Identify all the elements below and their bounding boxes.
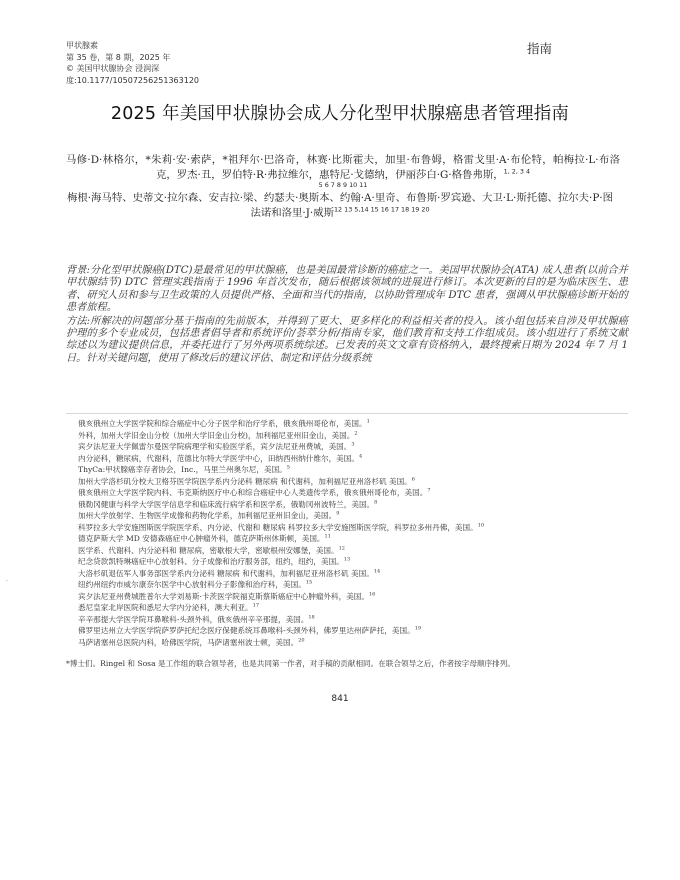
affiliations-list bbox=[78, 418, 628, 648]
author-affil-numbers-1: 1, 2, 3 4 bbox=[503, 167, 531, 176]
affiliation-number: 20 bbox=[298, 636, 305, 643]
affiliation-number: 10 bbox=[477, 521, 485, 528]
affiliation-text: 俄亥俄州立大学医学院内科、韦克斯纳医疗中心和综合癌症中心人类遗传学系，俄亥俄州哥伦布，美国。 bbox=[78, 488, 428, 497]
affiliation-text: 俄勒冈健康与科学大学医学信息学和临床流行病学系和医学系，俄勒冈州波特兰，美国。 bbox=[78, 499, 375, 509]
affiliation-item bbox=[78, 487, 628, 499]
affiliation-text: 马萨诸塞州总医院内科，哈佛医学院，马萨诸塞州波士顿，美国。 bbox=[78, 637, 299, 647]
affiliation-number: 8 bbox=[374, 498, 378, 505]
journal-volume: 第 35 卷，第 8 期，2025 年 bbox=[66, 52, 171, 62]
margin-mark: · bbox=[6, 578, 8, 585]
affiliation-item bbox=[78, 441, 628, 453]
affiliation-item bbox=[78, 637, 628, 649]
affiliation-text: 大洛杉矶退伍军人事务部医学系内分泌科 糖尿病 和代谢科，加利福尼亚州洛杉矶 美国。 bbox=[78, 568, 374, 578]
affiliation-number: 5 bbox=[286, 464, 290, 471]
section-tag: 指南 bbox=[526, 41, 552, 56]
affiliation-item bbox=[78, 522, 628, 534]
affiliation-item bbox=[78, 545, 628, 557]
affiliation-item bbox=[78, 533, 628, 545]
affiliation-item bbox=[78, 556, 628, 568]
affiliation-item bbox=[78, 602, 628, 614]
affiliation-text: 医学系、代谢科、内分泌科和 糖尿病，密歇根大学，密歇根州安娜堡，美国。 bbox=[78, 545, 339, 555]
affiliation-item bbox=[78, 418, 628, 430]
article-title: 2025 年美国甲状腺协会成人分化型甲状腺癌患者管理指南 bbox=[110, 104, 570, 124]
affiliation-number: 7 bbox=[427, 487, 431, 494]
affiliation-item bbox=[78, 510, 628, 522]
affiliation-item bbox=[78, 453, 628, 465]
abstract bbox=[66, 265, 628, 366]
affiliation-item bbox=[78, 476, 628, 488]
affiliation-number: 4 bbox=[358, 452, 363, 459]
affiliation-text: 科罗拉多大学安施图斯医学院医学系、内分泌、代谢和 糖尿病 科罗拉多大学安施图斯医学院，科罗拉多州丹佛，美国。 bbox=[78, 522, 478, 532]
affiliation-number: 17 bbox=[252, 602, 260, 609]
affiliation-number: 9 bbox=[336, 510, 340, 517]
journal-name: 甲状腺素 bbox=[66, 41, 98, 50]
affiliation-number: 13 bbox=[343, 556, 351, 563]
author-names-2: 梅根·海马特、史蒂文·拉尔森、安吉拉·梁、约瑟夫·奥斯本、约翰·A·里奇、布鲁斯·罗宾逊、大卫·L·斯托德、拉尔夫·P·图法诺和洛里·J·威斯 bbox=[66, 192, 614, 219]
affiliation-text: 俄亥俄州立大学医学院和综合癌症中心分子医学和治疗学系，俄亥俄州哥伦布，美国。 bbox=[78, 419, 367, 428]
abstract-background: 背景:分化型甲状腺癌(DTC)是最常见的甲状腺癌，也是美国最常诊断的癌症之一。美国甲状腺协会(ATA) 成人患者(以前合并甲状腺结节) DTC 管理实践指南于 1996 年首次发布，随后根据该领域的进展进行修订。本次更新的目的是为临床医生、患者、研究人员和参与卫生政策的人员提供严格、全面和当代的指南，以协助管理成年 DTC 患者，强调从甲状腺癌诊断开始的患者旅程。 bbox=[66, 265, 628, 314]
author-list-primary bbox=[66, 153, 620, 194]
abstract-methods: 方法:所解决的问题部分基于指南的先前版本，并得到了更大、更多样化的利益相关者的投入。该小组包括来自涉及甲状腺癌护理的多个专业成员，包括患者倡导者和系统评价/荟萃分析/指南专家，他们教育和支持工作组成员。该小组进行了系统文献综述以为建议提供信息，并委托进行了另外两项系统综述。已发表的英文文章有资格纳入，最终搜索日期为 2024 年 7 月 1 日。针对关键问题，使用了修改后的建议评估、制定和评估分级系统 bbox=[66, 315, 628, 364]
affiliation-text: 德克萨斯大学 MD 安德森癌症中心肿瘤外科，德克萨斯州休斯顿，美国。 bbox=[78, 534, 325, 543]
affiliation-number: 1 bbox=[366, 418, 370, 425]
copyright-line: © 美国甲状腺协会 浸润深 bbox=[66, 64, 160, 73]
author-affil-numbers-2: 5 6 7 8 9 10 11 bbox=[318, 181, 368, 189]
affiliation-text: 宾夕法尼亚大学佩雷尔曼医学院病理学和实验医学系，宾夕法尼亚州费城，美国。 bbox=[78, 442, 352, 451]
affiliation-number: 18 bbox=[308, 613, 315, 620]
affiliation-number: 19 bbox=[414, 625, 422, 632]
affiliation-number: 6 bbox=[411, 475, 415, 482]
affiliation-item bbox=[78, 499, 628, 511]
affiliation-text: 纽约州纽约市威尔康奈尔医学中心放射科分子影像和治疗科，美国。 bbox=[78, 580, 306, 589]
author-names-1: 马修·D·林格尔，*朱莉·安·索萨，*祖拜尔·巴洛奇，林赛·比斯霍夫，加里·布鲁姆，格雷戈里·A·布伦特，帕梅拉·L·布洛克，罗杰·丑，罗伯特·R·弗拉维尔，惠特尼·戈德纳，伊丽莎白·G·格鲁弗斯， bbox=[66, 154, 620, 181]
journal-meta bbox=[66, 40, 199, 86]
page-number: 841 bbox=[331, 694, 349, 704]
affiliation-number: 12 bbox=[338, 544, 345, 551]
affiliation-text: 外科，加州大学旧金山分校（加州大学旧金山分校)，加利福尼亚州旧金山，美国。 bbox=[78, 430, 355, 440]
affiliation-item bbox=[78, 430, 628, 442]
section-divider bbox=[66, 413, 628, 414]
doi-line: 度:10.1177/10507256251363120 bbox=[66, 75, 199, 85]
affiliation-number: 3 bbox=[351, 441, 355, 448]
affiliation-text: 加州大学放射学、生物医学成像和药物化学系，加利福尼亚州旧金山，美国。 bbox=[78, 511, 337, 520]
author-note: *博士们。Ringel 和 Sosa 是工作组的联合领导者，也是共同第一作者，对手稿的贡献相同。在联合领导之后，作者按字母顺序排列。 bbox=[66, 659, 515, 668]
author-list-secondary bbox=[66, 191, 614, 221]
affiliation-number: 2 bbox=[354, 429, 358, 436]
affiliation-text: 内分泌科，糖尿病，代谢科，范德比尔特大学医学中心，田纳西州纳什维尔，美国。 bbox=[78, 453, 359, 463]
affiliation-text: 纪念贷款凯特琳癌症中心放射科、分子成像和治疗服务部，纽约，纽约，美国。 bbox=[78, 557, 344, 566]
affiliation-item bbox=[78, 464, 628, 476]
affiliation-text: ThyCa:甲状腺癌幸存者协会，Inc.，马里兰州奥尔尼，美国。 bbox=[78, 465, 287, 474]
affiliation-item bbox=[78, 568, 628, 580]
affiliation-text: 宾夕法尼亚州费城胜普尔大学刘易斯·卡茨医学院福克斯蔡斯癌症中心肿瘤外科，美国。 bbox=[78, 591, 369, 601]
affiliation-text: 加州大学洛杉矶分校大卫格芬医学院医学系内分泌科 糖尿病 和代谢科，加利福尼亚州洛杉矶 美国。 bbox=[78, 476, 412, 486]
affiliation-number: 16 bbox=[368, 590, 376, 597]
affiliation-number: 11 bbox=[324, 533, 331, 540]
affiliation-item bbox=[78, 625, 628, 637]
affiliation-number: 15 bbox=[305, 579, 313, 586]
author-affil-numbers-3: 12 13 5,14 15 16 17 18 19 20 bbox=[333, 205, 430, 214]
affiliation-text: 悉尼皇家北岸医院和悉尼大学内分泌科，澳大利亚。 bbox=[78, 603, 253, 612]
affiliation-item bbox=[78, 614, 628, 626]
affiliation-item bbox=[78, 579, 628, 591]
affiliation-item bbox=[78, 591, 628, 603]
affiliation-text: 辛辛那提大学医学院耳鼻喉科-头颈外科，俄亥俄州辛辛那提，美国。 bbox=[78, 614, 309, 624]
affiliation-number: 14 bbox=[373, 567, 381, 574]
affiliation-text: 佛罗里达州立大学医学院萨罗萨托纪念医疗保健系统耳鼻喉科-头颈外科，佛罗里达州萨萨托，美国。 bbox=[78, 626, 415, 635]
